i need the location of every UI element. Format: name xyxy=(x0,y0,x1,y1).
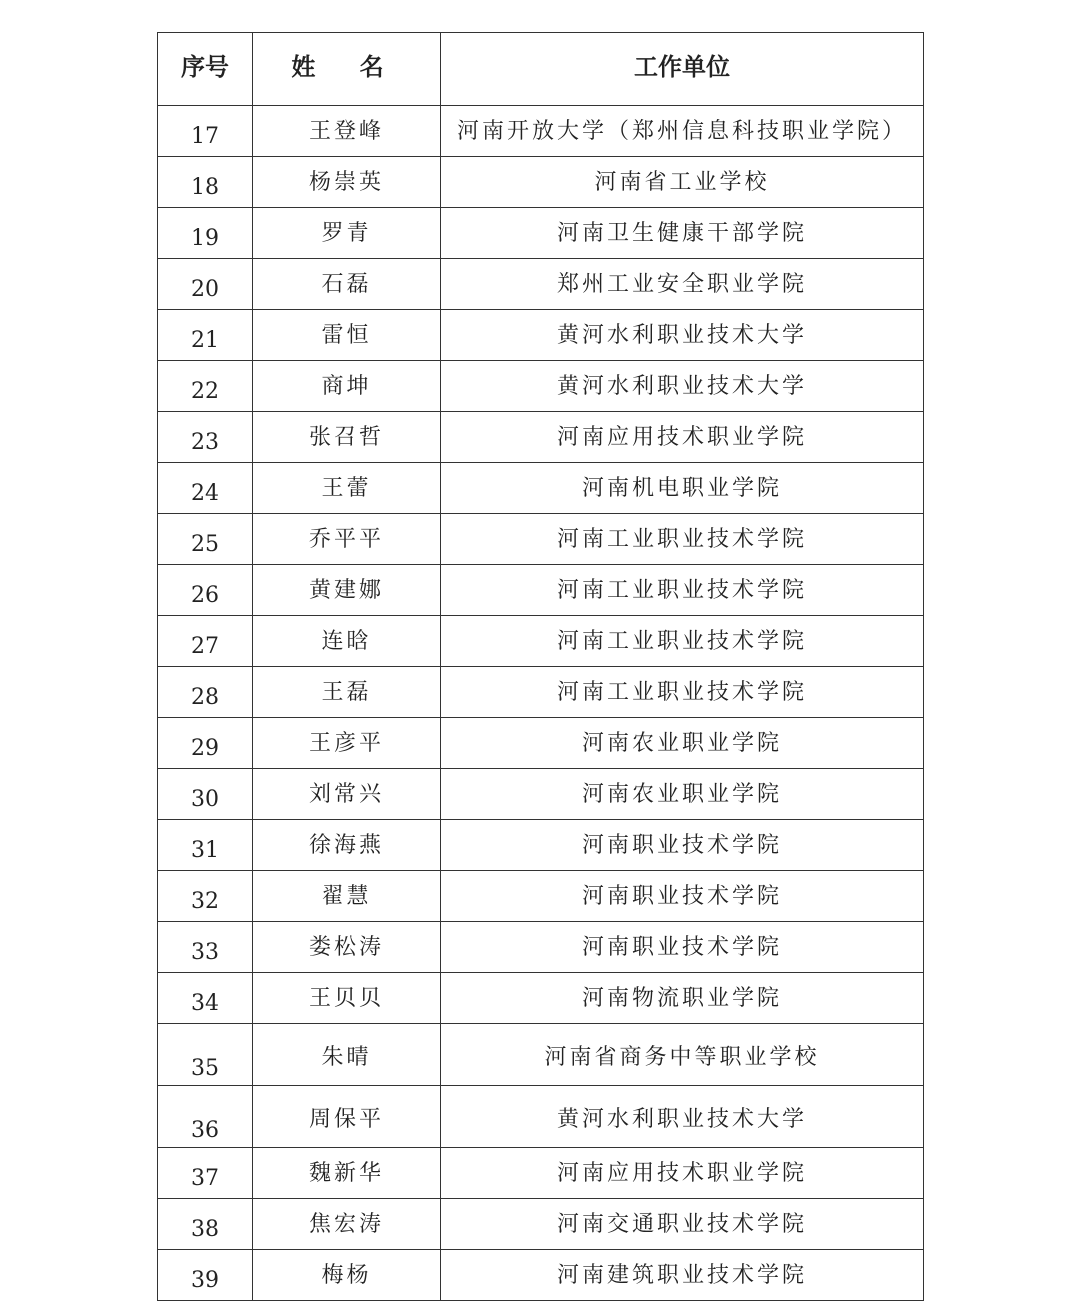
row-number: 18 xyxy=(158,157,253,208)
row-name: 张召哲 xyxy=(253,412,441,463)
row-unit: 河南卫生健康干部学院 xyxy=(441,208,924,259)
row-unit: 河南开放大学（郑州信息科技职业学院） xyxy=(441,106,924,157)
row-number: 23 xyxy=(158,412,253,463)
row-name: 乔平平 xyxy=(253,514,441,565)
row-unit: 河南物流职业学院 xyxy=(441,973,924,1024)
row-unit: 河南建筑职业技术学院 xyxy=(441,1250,924,1301)
row-name: 娄松涛 xyxy=(253,922,441,973)
row-name: 罗青 xyxy=(253,208,441,259)
row-unit: 河南工业职业技术学院 xyxy=(441,514,924,565)
row-name: 刘常兴 xyxy=(253,769,441,820)
row-name: 连晗 xyxy=(253,616,441,667)
table-row xyxy=(158,157,924,208)
header-unit: 工作单位 xyxy=(441,33,924,106)
table-row xyxy=(158,208,924,259)
header-name: 姓 名 xyxy=(253,33,441,106)
table-row xyxy=(158,310,924,361)
row-number: 25 xyxy=(158,514,253,565)
row-number: 22 xyxy=(158,361,253,412)
row-unit: 河南农业职业学院 xyxy=(441,769,924,820)
table-row xyxy=(158,259,924,310)
row-unit: 河南交通职业技术学院 xyxy=(441,1199,924,1250)
row-number: 37 xyxy=(158,1148,253,1199)
row-name: 石磊 xyxy=(253,259,441,310)
row-unit: 郑州工业安全职业学院 xyxy=(441,259,924,310)
row-name: 杨崇英 xyxy=(253,157,441,208)
table-row xyxy=(158,565,924,616)
row-name: 王贝贝 xyxy=(253,973,441,1024)
table-header xyxy=(158,33,924,106)
row-number: 35 xyxy=(158,1024,253,1086)
row-name: 焦宏涛 xyxy=(253,1199,441,1250)
table-row xyxy=(158,1199,924,1250)
header-number: 序号 xyxy=(158,33,253,106)
row-unit: 河南应用技术职业学院 xyxy=(441,412,924,463)
table-body xyxy=(158,106,924,1301)
row-unit: 河南工业职业技术学院 xyxy=(441,616,924,667)
table-row xyxy=(158,820,924,871)
table-row xyxy=(158,1086,924,1148)
row-number: 20 xyxy=(158,259,253,310)
row-unit: 河南工业职业技术学院 xyxy=(441,667,924,718)
row-unit: 黄河水利职业技术大学 xyxy=(441,361,924,412)
row-unit: 河南工业职业技术学院 xyxy=(441,565,924,616)
row-name: 王磊 xyxy=(253,667,441,718)
row-name: 徐海燕 xyxy=(253,820,441,871)
row-unit: 黄河水利职业技术大学 xyxy=(441,1086,924,1148)
row-unit: 河南应用技术职业学院 xyxy=(441,1148,924,1199)
row-name: 黄建娜 xyxy=(253,565,441,616)
row-number: 32 xyxy=(158,871,253,922)
roster-table xyxy=(157,32,924,1301)
row-number: 26 xyxy=(158,565,253,616)
row-number: 21 xyxy=(158,310,253,361)
table-row xyxy=(158,871,924,922)
row-number: 29 xyxy=(158,718,253,769)
row-name: 王登峰 xyxy=(253,106,441,157)
row-number: 19 xyxy=(158,208,253,259)
table-row xyxy=(158,616,924,667)
table-row xyxy=(158,412,924,463)
row-number: 34 xyxy=(158,973,253,1024)
table-row xyxy=(158,1024,924,1086)
row-name: 朱晴 xyxy=(253,1024,441,1086)
row-name: 周保平 xyxy=(253,1086,441,1148)
row-unit: 黄河水利职业技术大学 xyxy=(441,310,924,361)
row-name: 王蕾 xyxy=(253,463,441,514)
row-unit: 河南省商务中等职业学校 xyxy=(441,1024,924,1086)
row-number: 39 xyxy=(158,1250,253,1301)
row-number: 33 xyxy=(158,922,253,973)
row-number: 24 xyxy=(158,463,253,514)
table-row xyxy=(158,1250,924,1301)
table-row xyxy=(158,361,924,412)
row-unit: 河南机电职业学院 xyxy=(441,463,924,514)
row-name: 梅杨 xyxy=(253,1250,441,1301)
row-unit: 河南农业职业学院 xyxy=(441,718,924,769)
table-row xyxy=(158,667,924,718)
row-unit: 河南职业技术学院 xyxy=(441,820,924,871)
table-row xyxy=(158,718,924,769)
row-name: 商坤 xyxy=(253,361,441,412)
row-number: 28 xyxy=(158,667,253,718)
table-row xyxy=(158,1148,924,1199)
row-unit: 河南职业技术学院 xyxy=(441,922,924,973)
header-row xyxy=(158,33,924,106)
row-number: 38 xyxy=(158,1199,253,1250)
table-row xyxy=(158,463,924,514)
row-name: 雷恒 xyxy=(253,310,441,361)
table-row xyxy=(158,973,924,1024)
table-row xyxy=(158,514,924,565)
row-unit: 河南省工业学校 xyxy=(441,157,924,208)
row-name: 王彦平 xyxy=(253,718,441,769)
row-number: 36 xyxy=(158,1086,253,1148)
row-number: 30 xyxy=(158,769,253,820)
row-number: 27 xyxy=(158,616,253,667)
row-name: 魏新华 xyxy=(253,1148,441,1199)
row-number: 31 xyxy=(158,820,253,871)
row-name: 翟慧 xyxy=(253,871,441,922)
table-row xyxy=(158,106,924,157)
row-number: 17 xyxy=(158,106,253,157)
table-row xyxy=(158,769,924,820)
table-row xyxy=(158,922,924,973)
row-unit: 河南职业技术学院 xyxy=(441,871,924,922)
